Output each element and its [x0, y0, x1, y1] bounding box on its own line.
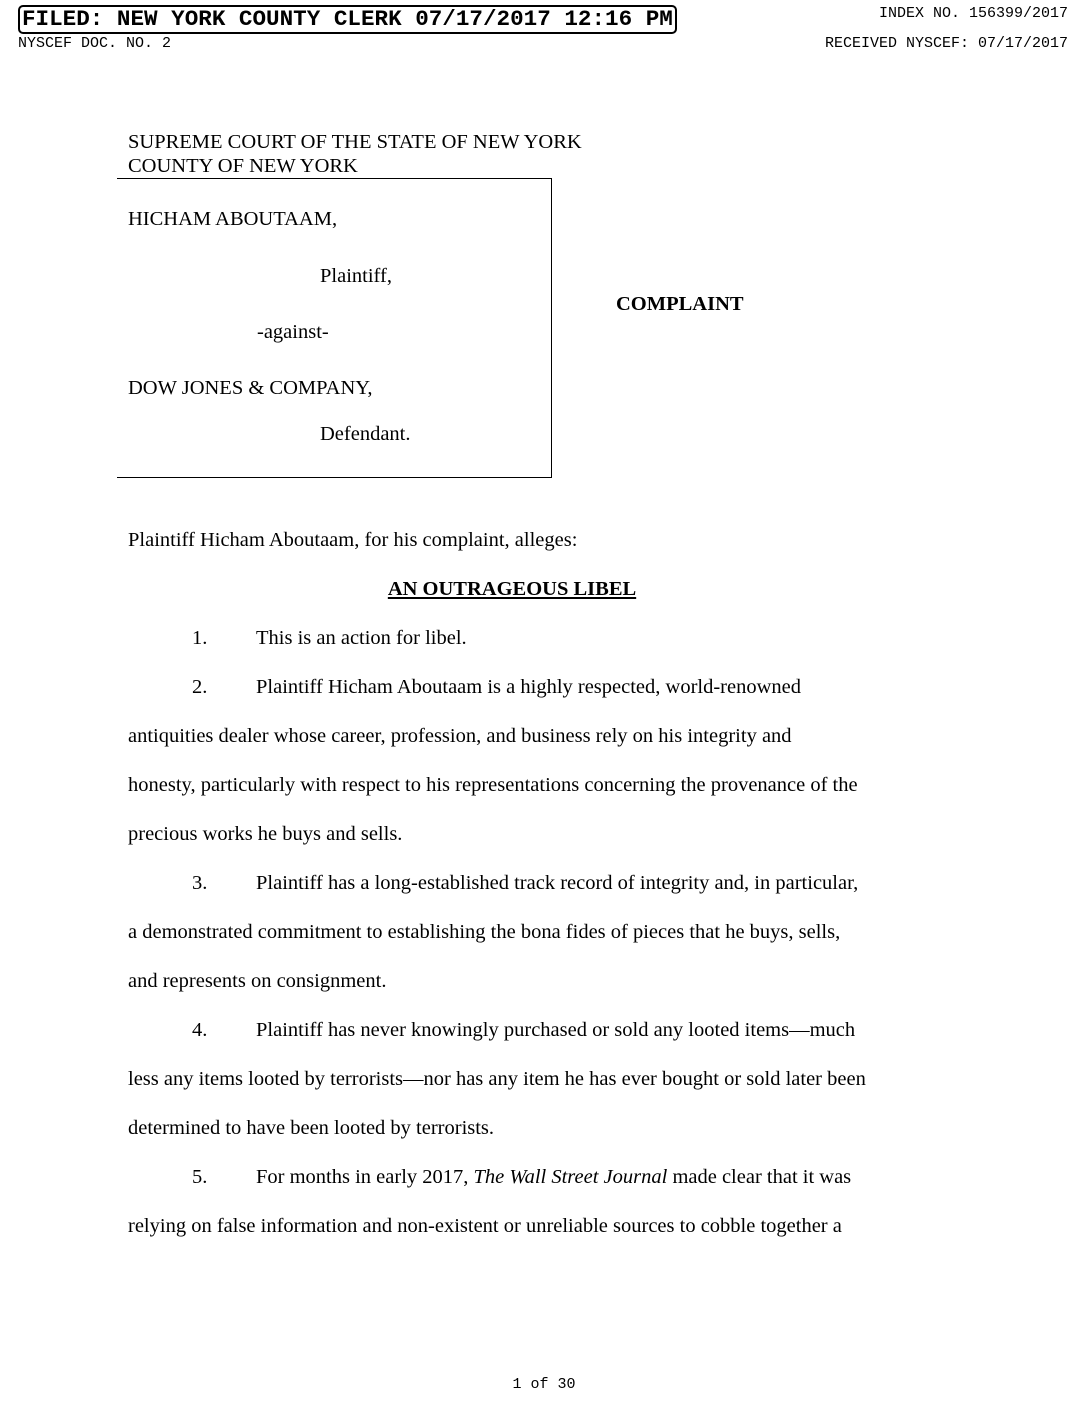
court-heading [128, 130, 582, 178]
defendant-role: Defendant. [320, 423, 411, 445]
defendant-name: DOW JONES & COMPANY, [128, 377, 373, 399]
paragraph-text: For months in early 2017, [256, 1166, 474, 1188]
nyscef-doc-number: NYSCEF DOC. NO. 2 [18, 35, 172, 52]
paragraph-line: a demonstrated commitment to establishing the bona fides of pieces that he buys, sells, [128, 921, 841, 943]
paragraph-line: Plaintiff Hicham Aboutaam is a highly respected, world-renowned [256, 676, 802, 698]
paragraph-text: made clear that it was [667, 1166, 852, 1188]
intro-line: Plaintiff Hicham Aboutaam, for his complaint, alleges: [128, 529, 578, 551]
plaintiff-role: Plaintiff, [320, 265, 392, 287]
against-label: -against- [257, 321, 329, 343]
paragraph-line: precious works he buys and sells. [128, 823, 403, 845]
page-number: 1 of 30 [512, 1376, 576, 1393]
paragraph-number: 3. [192, 872, 208, 894]
publication-name: The Wall Street Journal [473, 1166, 668, 1188]
paragraph-number: 2. [192, 676, 208, 698]
paragraph-number: 4. [192, 1019, 208, 1041]
paragraph-line: antiquities dealer whose career, profession, and business rely on his integrity and [128, 725, 792, 747]
paragraph-line: less any items looted by terrorists—nor has any item he has ever bought or sold later been [128, 1068, 866, 1090]
court-name: SUPREME COURT OF THE STATE OF NEW YORK [128, 131, 582, 153]
paragraph-line: determined to have been looted by terrorists. [128, 1117, 495, 1139]
received-date: RECEIVED NYSCEF: 07/17/2017 [824, 35, 1068, 52]
index-number: INDEX NO. 156399/2017 [878, 5, 1068, 22]
plaintiff-name: HICHAM ABOUTAAM, [128, 208, 338, 230]
paragraph-line: relying on false information and non-existent or unreliable sources to cobble together a [128, 1215, 842, 1237]
paragraph-line: honesty, particularly with respect to his representations concerning the provenance of the [128, 774, 858, 796]
paragraph-line [256, 1166, 851, 1189]
county-name: COUNTY OF NEW YORK [128, 155, 358, 177]
paragraph-line: Plaintiff has a long-established track record of integrity and, in particular, [256, 872, 859, 894]
paragraph-line: This is an action for libel. [256, 627, 467, 649]
paragraph-number: 1. [192, 627, 208, 649]
paragraph-line: and represents on consignment. [128, 970, 387, 992]
paragraph-number: 5. [192, 1166, 208, 1188]
paragraph-line: Plaintiff has never knowingly purchased or sold any looted items—much [256, 1019, 856, 1041]
document-title: COMPLAINT [616, 293, 744, 315]
filed-stamp: FILED: NEW YORK COUNTY CLERK 07/17/2017 12:16 PM [18, 5, 677, 34]
section-heading: AN OUTRAGEOUS LIBEL [387, 578, 637, 600]
